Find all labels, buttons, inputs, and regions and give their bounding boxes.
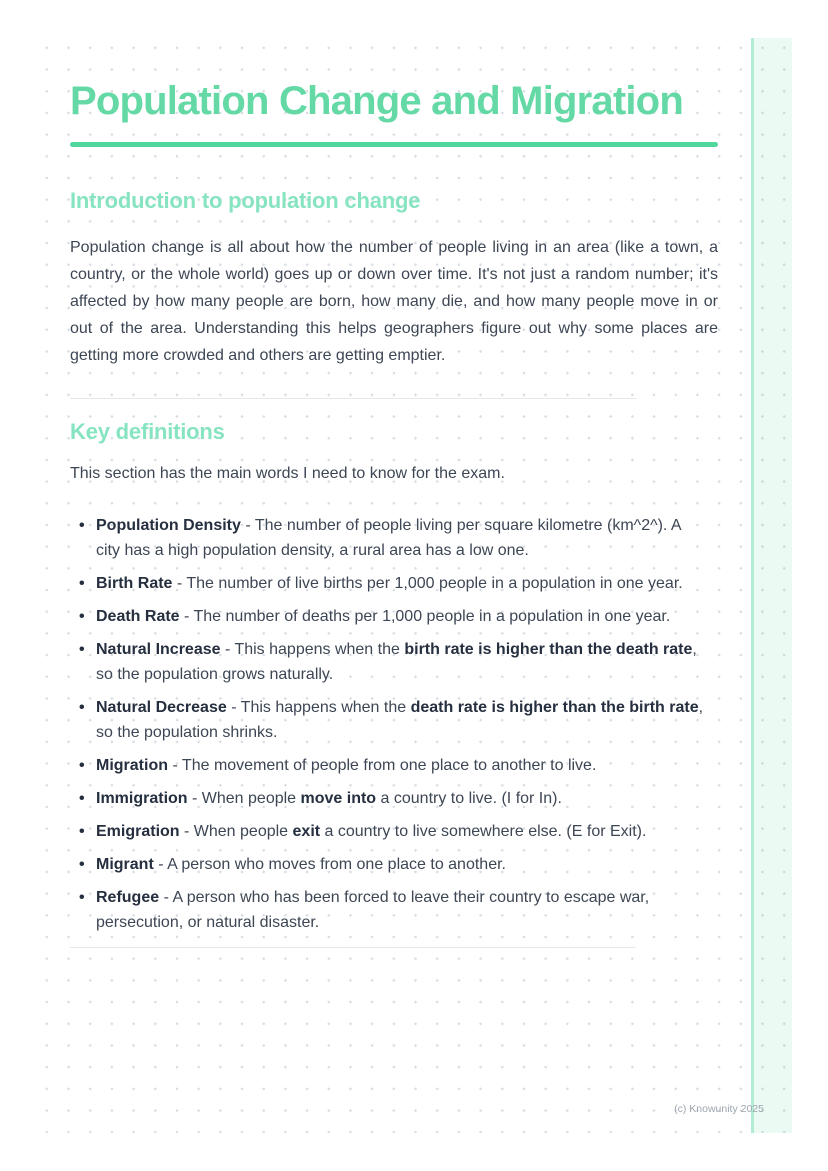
definition-term: Emigration [96,823,180,840]
definition-text: - The number of live births per 1,000 people in a population in one year. [172,575,683,592]
accent-band [751,38,792,1133]
introduction-paragraph: Population change is all about how the number of people living in an area (like a town, a country, or the whole world) goes up or down over time. It's not just a random number; it's affected by how many people are born, how many die, and how many people move in or out of the area. Understanding this helps geographers figure out why some places are getting more crowded and others are getting emptier. [70,239,718,364]
definition-item [70,885,718,935]
key-definitions-lead: This section has the main words I need to know for the exam. [70,465,505,482]
definition-text: - When people [187,790,301,807]
definition-text: - The number of people living per square kilometre (km^2^). A city has a high population density, a rural area has a low one. [96,517,681,559]
section-divider [70,398,636,399]
document-page [42,38,792,1133]
definition-text: - A person who moves from one place to another. [153,856,506,873]
definition-term: Natural Decrease [96,699,227,716]
definition-text: - The movement of people from one place to another to live. [168,757,597,774]
definition-bold-text: exit [292,823,321,840]
definition-item [70,604,718,629]
definition-term: Population Density [96,517,241,534]
definition-bold-text: move into [300,790,377,807]
definition-item [70,852,718,877]
definition-bold-text: death rate is higher than the birth rate [410,699,699,716]
page-content [70,38,718,948]
definitions-list [70,513,718,935]
section-divider [70,947,636,948]
definition-item [70,513,718,563]
definition-item [70,753,718,778]
title-underline-rule [70,142,718,147]
definition-term: Death Rate [96,608,180,625]
definition-text: , so the population shrinks. [96,699,704,741]
definition-text: - This happens when the [220,641,405,658]
definition-text: - A person who has been forced to leave their country to escape war, persecution, or natural disaster. [96,889,650,931]
definition-item [70,695,718,745]
section-heading-introduction: Introduction to population change [70,188,421,213]
definition-bold-text: birth rate is higher than the death rate [404,641,693,658]
definition-term: Birth Rate [96,575,173,592]
definition-item [70,571,718,596]
definition-text: a country to live somewhere else. (E for Exit). [320,823,647,840]
definition-text: - The number of deaths per 1,000 people in a population in one year. [179,608,671,625]
copyright-text: (c) Knowunity 2025 [674,1103,764,1115]
definition-term: Immigration [96,790,188,807]
definition-term: Migrant [96,856,154,873]
definition-term: Migration [96,757,168,774]
page-title: Population Change and Migration [70,79,683,123]
definition-item [70,819,718,844]
definition-item [70,786,718,811]
section-heading-key-definitions: Key definitions [70,419,225,444]
definition-item [70,637,718,687]
definition-term: Natural Increase [96,641,221,658]
definition-term: Refugee [96,889,160,906]
definition-text: a country to live. (I for In). [376,790,562,807]
definition-text: , so the population grows naturally. [96,641,697,683]
definition-text: - When people [179,823,293,840]
definition-text: - This happens when the [226,699,411,716]
